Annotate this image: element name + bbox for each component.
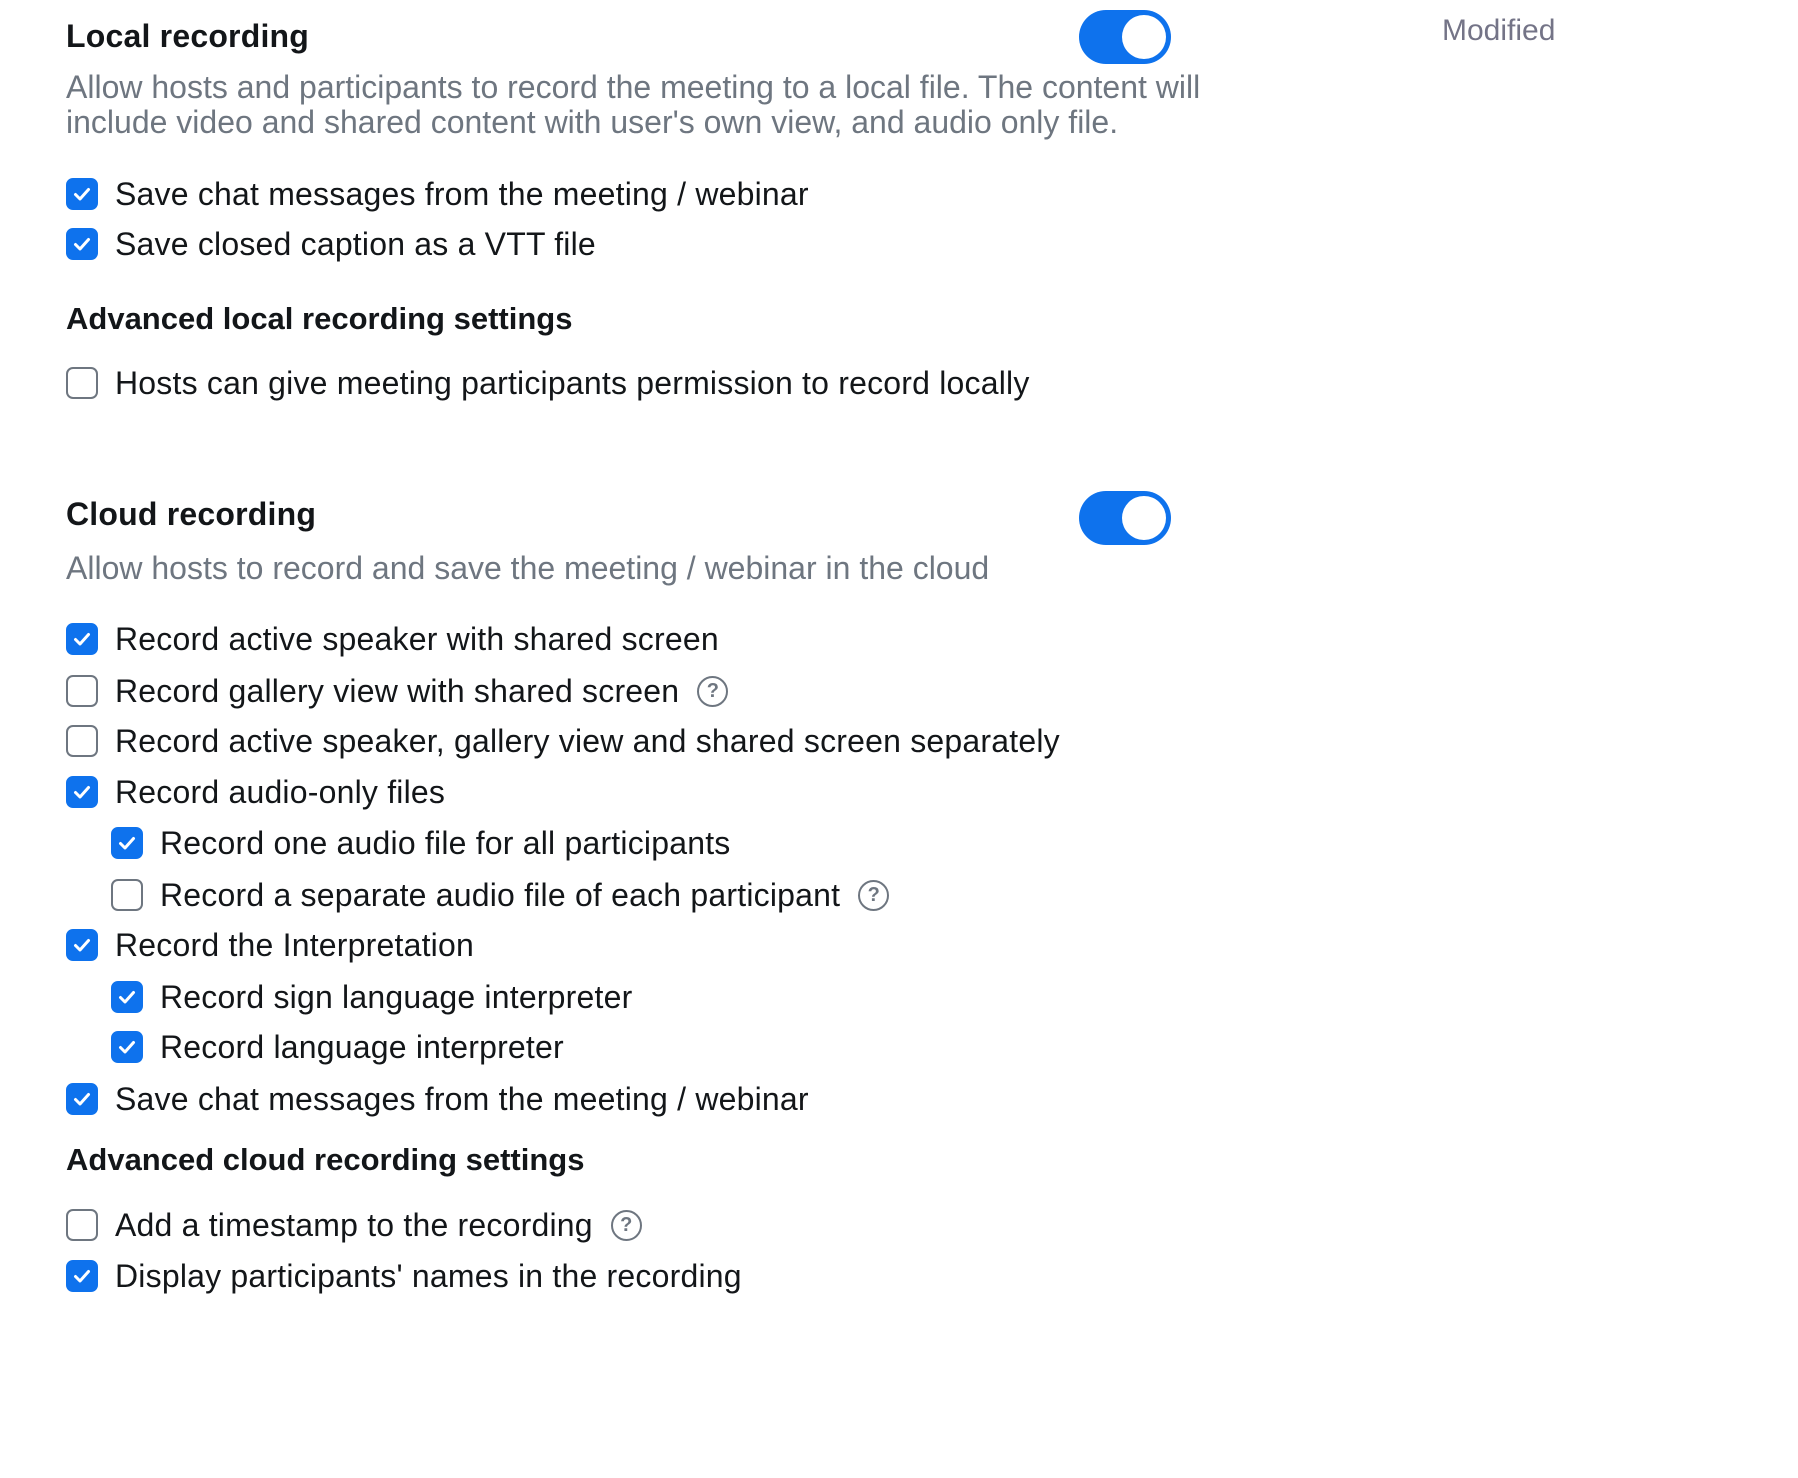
option-label: Record the Interpretation [115, 926, 474, 963]
checkbox[interactable] [66, 725, 98, 757]
checkbox[interactable] [66, 178, 98, 210]
option-label: Record language interpreter [160, 1028, 564, 1065]
advanced-cloud-settings-title: Advanced cloud recording settings [66, 1142, 585, 1177]
local-recording-description-line-1: Allow hosts and participants to record the meeting to a local file. The content will [66, 69, 1201, 105]
check-icon [71, 183, 93, 205]
advanced-local-settings-title: Advanced local recording settings [66, 301, 573, 336]
toggle-knob [1122, 496, 1166, 540]
option-record-sign-language[interactable] [111, 972, 632, 1022]
checkbox[interactable] [111, 981, 143, 1013]
checkbox[interactable] [111, 827, 143, 859]
option-label: Save chat messages from the meeting / webinar [115, 175, 809, 212]
checkbox[interactable] [66, 675, 98, 707]
option-label: Record sign language interpreter [160, 978, 633, 1015]
option-label: Record a separate audio file of each participant [160, 876, 841, 913]
option-label: Record audio-only files [115, 773, 446, 810]
option-record-gallery-view[interactable] [66, 666, 728, 716]
option-record-separately[interactable] [66, 716, 1060, 766]
checkbox[interactable] [66, 367, 98, 399]
local-recording-toggle[interactable] [1079, 10, 1171, 64]
toggle-knob [1122, 15, 1166, 59]
option-label: Display participants' names in the recording [115, 1257, 742, 1294]
option-add-timestamp[interactable] [66, 1200, 642, 1250]
option-record-interpretation[interactable] [66, 920, 474, 970]
checkbox[interactable] [66, 929, 98, 961]
checkbox[interactable] [66, 228, 98, 260]
cloud-recording-toggle[interactable] [1079, 491, 1171, 545]
option-label: Save closed caption as a VTT file [115, 225, 596, 262]
check-icon [71, 233, 93, 255]
option-cloud-save-chat[interactable] [66, 1074, 809, 1124]
check-icon [116, 1036, 138, 1058]
check-icon [116, 986, 138, 1008]
option-label: Record active speaker with shared screen [115, 620, 719, 657]
checkbox[interactable] [66, 623, 98, 655]
local-recording-title: Local recording [66, 18, 310, 54]
checkbox[interactable] [111, 1031, 143, 1063]
option-label: Record active speaker, gallery view and shared screen separately [115, 722, 1060, 759]
option-record-active-speaker[interactable] [66, 614, 719, 664]
option-hosts-give-permission[interactable] [66, 358, 1030, 408]
check-icon [71, 1265, 93, 1287]
check-icon [71, 781, 93, 803]
option-record-separate-audio-files[interactable] [111, 870, 889, 920]
checkbox[interactable] [66, 776, 98, 808]
local-recording-description-line-2: include video and shared content with user's own view, and audio only file. [66, 104, 1119, 140]
checkbox[interactable] [111, 879, 143, 911]
option-label: Hosts can give meeting participants permission to record locally [115, 364, 1030, 401]
cloud-recording-description: Allow hosts to record and save the meeting / webinar in the cloud [66, 550, 990, 586]
check-icon [71, 628, 93, 650]
option-record-one-audio-file[interactable] [111, 818, 731, 868]
option-local-save-vtt[interactable] [66, 219, 596, 269]
option-local-save-chat[interactable] [66, 169, 809, 219]
question-circle-icon[interactable]: ? [611, 1210, 642, 1241]
check-icon [71, 934, 93, 956]
check-icon [71, 1088, 93, 1110]
question-circle-icon[interactable]: ? [858, 880, 889, 911]
option-display-participant-names[interactable] [66, 1251, 742, 1301]
option-record-audio-only[interactable] [66, 767, 445, 817]
checkbox[interactable] [66, 1209, 98, 1241]
option-label: Record gallery view with shared screen [115, 672, 680, 709]
checkbox[interactable] [66, 1260, 98, 1292]
option-label: Add a timestamp to the recording [115, 1206, 593, 1243]
modified-label: Modified [1442, 14, 1556, 47]
check-icon [116, 832, 138, 854]
question-circle-icon[interactable]: ? [697, 676, 728, 707]
option-label: Save chat messages from the meeting / webinar [115, 1080, 809, 1117]
cloud-recording-title: Cloud recording [66, 496, 317, 532]
checkbox[interactable] [66, 1083, 98, 1115]
option-record-language-interpreter[interactable] [111, 1022, 564, 1072]
option-label: Record one audio file for all participants [160, 824, 731, 861]
